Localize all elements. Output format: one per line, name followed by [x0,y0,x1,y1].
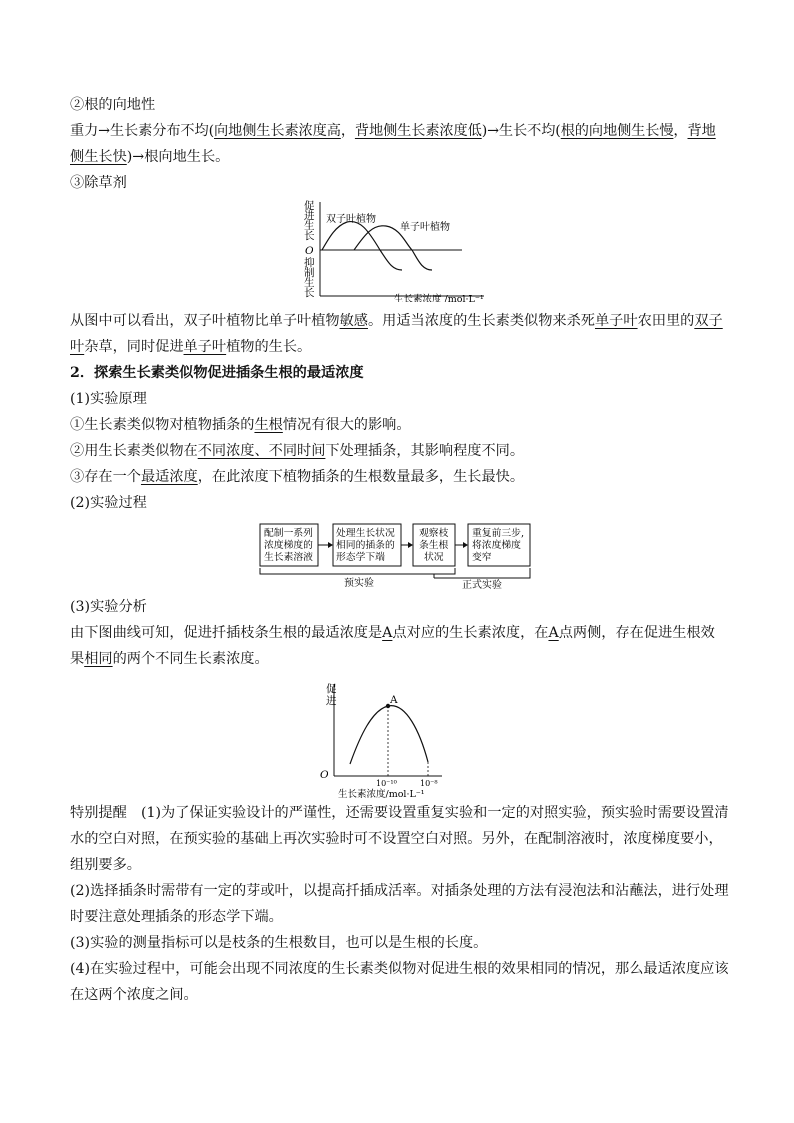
y-label-inhibit-2: 制 [304,267,315,279]
section-heading-explore: 2．探索生长素类似物促进插条生根的最适浓度 [70,365,364,381]
bracket-pre-experiment [260,568,455,574]
note-4-line1: (4)在实验过程中，可能会出现不同浓度的生长素类似物对促进生根的效果相同的情况，那么最适浓度应该 [70,961,729,977]
note-1-line3: 组别要多。 [70,857,141,873]
herbicide-figure [302,200,502,302]
y-label-promote-2: 进 [304,210,315,222]
paragraph-herbicide-line1: 从图中可以看出，双子叶植物比单子叶植物敏感。用适当浓度的生长素类似物来杀死单子叶农田里的双子 [70,313,723,329]
principle-1: ①生长素类似物对植物插条的生根情况有很大的影响。 [70,417,411,433]
paragraph-herbicide-line2: 叶杂草，同时促进单子叶植物的生长。 [70,339,312,355]
subheading-principle: (1)实验原理 [70,391,147,407]
optimum-curve [350,706,428,764]
flow-box-treat-line1: 处理生长状况 [336,528,395,539]
tick-label-2: 10⁻⁸ [420,779,438,788]
herbicide-graph [302,200,502,302]
peak-label-a: A [390,694,398,706]
principle-3: ③存在一个最适浓度，在此浓度下植物插条的生根数量最多，生长最快。 [70,469,525,485]
flow-box-prepare-line1: 配制一系列 [264,528,313,539]
y-label-2-b: 进 [326,695,337,707]
label-formal-experiment: 正式实验 [462,580,502,590]
y-label-inhibit-4: 长 [304,287,315,299]
y-label-promote-1: 促 [304,200,315,212]
y-label-inhibit-1: 抑 [304,257,315,269]
experiment-flow-diagram [256,520,556,590]
section-heading-root-gravitropism: ②根的向地性 [70,97,156,113]
flow-arrowhead-1 [328,542,333,548]
y-label-inhibit-3: 生 [304,277,315,289]
x-axis-label-2: 生长素浓度/mol·L⁻¹ [338,789,425,798]
flow-box-observe-line2: 条生根 [419,540,449,551]
bracket-formal-experiment [434,568,530,578]
note-1-line1: 特别提醒 (1)为了保证实验设计的严谨性，还需要设置重复实验和一定的对照实验，预实验时需要设置清 [70,805,729,821]
optimum-concentration-figure [316,680,446,798]
flow-box-observe-line1: 观察枝 [419,528,449,539]
flow-box-observe-line3: 状况 [424,552,444,563]
flow-arrowhead-2 [408,542,413,548]
flow-arrowhead-3 [463,542,468,548]
flow-box-repeat-line2: 将浓度梯度 [472,540,521,551]
label-pre-experiment: 预实验 [344,578,374,589]
flow-box-prepare-line3: 生长素溶液 [264,552,313,563]
document-page [70,92,730,1008]
note-4-line2: 在这两个浓度之间。 [70,987,198,1003]
label-dicot: 双子叶植物 [326,214,376,225]
y-label-2-a: 促 [326,683,337,695]
tick-label-1: 10⁻¹⁰ [376,779,397,788]
subheading-analysis: (3)实验分析 [70,599,147,615]
note-2-line2: 时要注意处理插条的形态学下端。 [70,909,283,925]
dicot-curve [322,222,402,270]
flow-box-prepare-line2: 浓度梯度的 [264,540,313,551]
origin-label-2: O [320,769,329,781]
label-monocot: 单子叶植物 [400,222,450,233]
analysis-line1: 由下图曲线可知，促进扦插枝条生根的最适浓度是A点对应的生长素浓度，在A点两侧，存在促进生根效 [70,625,715,641]
flow-svg [256,520,556,590]
section-heading-herbicide: ③除草剂 [70,175,127,191]
note-3: (3)实验的测量指标可以是枝条的生根数目，也可以是生根的长度。 [70,935,488,951]
y-label-promote-3: 生 [304,220,315,232]
paragraph-gravitropism-line2: 侧生长快)→根向地生长。 [70,149,230,165]
x-axis-label: 生长素浓度 /mol·L⁻¹ [394,294,484,302]
analysis-line2: 果相同的两个不同生长素浓度。 [70,651,269,667]
note-2-line1: (2)选择插条时需带有一定的芽或叶，以提高扦插成活率。对插条处理的方法有浸泡法和沾蘸法，进行处理 [70,883,729,899]
note-1-line2: 水的空白对照，在预实验的基础上再次实验时可不设置空白对照。另外，在配制溶液时，浓度梯度要小， [70,831,723,847]
principle-2: ②用生长素类似物在不同浓度、不同时间下处理插条，其影响程度不同。 [70,443,525,459]
optimum-graph [316,680,446,798]
flow-box-repeat-line3: 变窄 [472,552,492,563]
paragraph-gravitropism-line1: 重力→生长素分布不均(向地侧生长素浓度高，背地侧生长素浓度低)→生长不均(根的向地侧生长慢，背地 [70,123,716,139]
flow-box-repeat-line1: 重复前三步, [472,528,525,539]
subheading-process: (2)实验过程 [70,495,147,511]
y-label-origin: O [305,245,314,257]
flow-box-treat-line2: 相同的插条的 [336,540,395,551]
flow-box-treat-line3: 形态学下端 [336,552,385,563]
y-label-promote-4: 长 [304,230,315,242]
